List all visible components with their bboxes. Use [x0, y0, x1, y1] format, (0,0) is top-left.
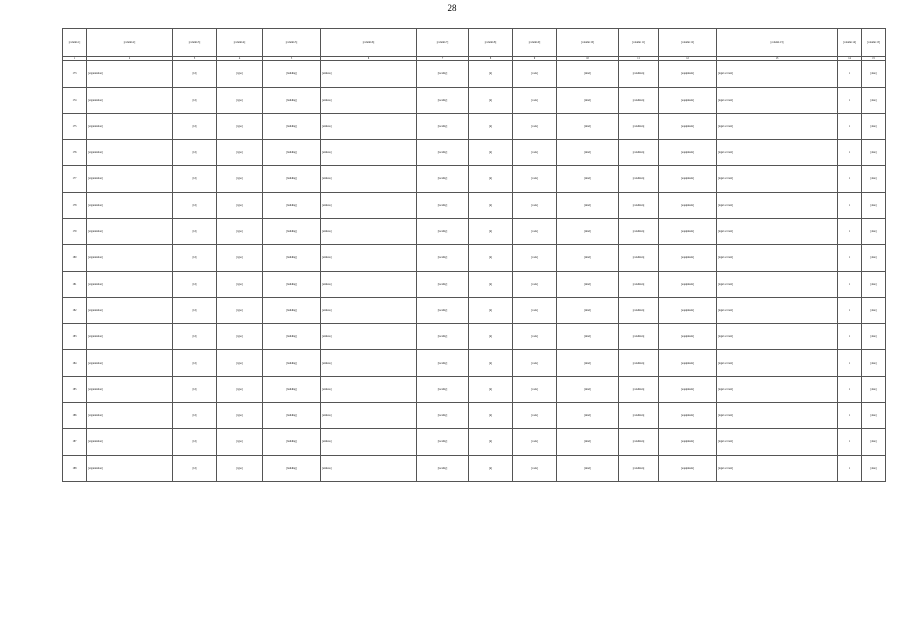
table-cell: [id]	[173, 376, 217, 402]
table-cell: [type]	[217, 350, 263, 376]
table-cell: [n]	[469, 113, 513, 139]
table-cell: [condition]	[619, 376, 659, 402]
table-cell: [organization]	[87, 166, 173, 192]
table-cell: [code]	[513, 324, 557, 350]
table-cell: [locality]	[417, 324, 469, 350]
table-cell: [id]	[173, 218, 217, 244]
header-row	[63, 29, 886, 57]
table-cell: 178	[63, 192, 87, 218]
table-cell: 175	[63, 113, 87, 139]
table-cell: [locality]	[417, 350, 469, 376]
column-header: [column 8]	[469, 29, 513, 57]
table-cell: [type]	[217, 166, 263, 192]
table-cell: [date]	[862, 271, 886, 297]
table-row	[63, 218, 886, 244]
table-cell: [id]	[173, 403, 217, 429]
table-cell: [condition]	[619, 245, 659, 271]
table-cell: [n]	[469, 61, 513, 87]
table-cell: [kind]	[557, 350, 619, 376]
table-cell: [date]	[862, 403, 886, 429]
column-header: [column 13]	[717, 29, 838, 57]
table-cell: [legal act text]	[717, 271, 838, 297]
column-header: [column 11]	[619, 29, 659, 57]
table-cell: [building]	[263, 297, 321, 323]
table-cell: [legal act text]	[717, 140, 838, 166]
table-cell: [organization]	[87, 87, 173, 113]
table-cell: [date]	[862, 87, 886, 113]
table-cell: [legal act text]	[717, 166, 838, 192]
table-cell: [n]	[469, 218, 513, 244]
table-cell: [condition]	[619, 324, 659, 350]
table-cell: [equipment]	[659, 140, 717, 166]
table-cell: [date]	[862, 245, 886, 271]
table-cell: [equipment]	[659, 113, 717, 139]
table-cell: [condition]	[619, 429, 659, 455]
table-cell: [type]	[217, 140, 263, 166]
table-cell: [organization]	[87, 350, 173, 376]
table-cell: [date]	[862, 218, 886, 244]
table-cell: 1	[838, 140, 862, 166]
table-cell: [address]	[321, 297, 417, 323]
table-cell: [kind]	[557, 245, 619, 271]
column-number: 10	[557, 57, 619, 61]
table-cell: 184	[63, 350, 87, 376]
table-cell: [legal act text]	[717, 297, 838, 323]
table-cell: [code]	[513, 403, 557, 429]
table-cell: [date]	[862, 324, 886, 350]
table-cell: [condition]	[619, 455, 659, 481]
table-cell: [code]	[513, 218, 557, 244]
table-cell: [legal act text]	[717, 324, 838, 350]
table-cell: [n]	[469, 297, 513, 323]
table-cell: [type]	[217, 113, 263, 139]
table-cell: [locality]	[417, 455, 469, 481]
table-cell: [legal act text]	[717, 61, 838, 87]
table-cell: [locality]	[417, 218, 469, 244]
table-cell: [condition]	[619, 113, 659, 139]
table-cell: [equipment]	[659, 324, 717, 350]
table-cell: [locality]	[417, 376, 469, 402]
table-body	[63, 61, 886, 482]
table-cell: [address]	[321, 245, 417, 271]
table-cell: [equipment]	[659, 403, 717, 429]
table-cell: 179	[63, 218, 87, 244]
table-cell: [kind]	[557, 455, 619, 481]
table-cell: [address]	[321, 87, 417, 113]
table-cell: [building]	[263, 218, 321, 244]
table-cell: [code]	[513, 192, 557, 218]
table-cell: [equipment]	[659, 61, 717, 87]
table-cell: [address]	[321, 350, 417, 376]
column-header: [column 14]	[838, 29, 862, 57]
table-cell: [equipment]	[659, 376, 717, 402]
column-header: [column 9]	[513, 29, 557, 57]
table-cell: [kind]	[557, 271, 619, 297]
table-cell: [legal act text]	[717, 429, 838, 455]
table-cell: [locality]	[417, 113, 469, 139]
table-cell: [condition]	[619, 87, 659, 113]
table-cell: [address]	[321, 403, 417, 429]
table-cell: [organization]	[87, 245, 173, 271]
table-cell: [equipment]	[659, 87, 717, 113]
table-cell: [locality]	[417, 140, 469, 166]
table-cell: [type]	[217, 429, 263, 455]
table-cell: [address]	[321, 166, 417, 192]
table-cell: [building]	[263, 192, 321, 218]
table-cell: [kind]	[557, 166, 619, 192]
column-number: 1	[63, 57, 87, 61]
table-cell: [id]	[173, 271, 217, 297]
table-cell: 1	[838, 324, 862, 350]
table-cell: [address]	[321, 429, 417, 455]
table-row	[63, 140, 886, 166]
table-cell: [equipment]	[659, 455, 717, 481]
table-cell: [locality]	[417, 271, 469, 297]
table-cell: [kind]	[557, 218, 619, 244]
table-cell: [code]	[513, 455, 557, 481]
column-header: [column 1]	[63, 29, 87, 57]
table-cell: [code]	[513, 350, 557, 376]
table-cell: [code]	[513, 87, 557, 113]
table-cell: [building]	[263, 376, 321, 402]
table-cell: [condition]	[619, 140, 659, 166]
table-cell: [organization]	[87, 324, 173, 350]
table-cell: [building]	[263, 403, 321, 429]
table-cell: [equipment]	[659, 192, 717, 218]
table-cell: [locality]	[417, 192, 469, 218]
table-cell: [building]	[263, 87, 321, 113]
column-header: [column 7]	[417, 29, 469, 57]
table-cell: [locality]	[417, 429, 469, 455]
table-cell: [kind]	[557, 403, 619, 429]
table-row	[63, 87, 886, 113]
table-cell: [type]	[217, 297, 263, 323]
table-cell: [organization]	[87, 140, 173, 166]
table-cell: 1	[838, 271, 862, 297]
table-cell: 186	[63, 403, 87, 429]
table-cell: [type]	[217, 376, 263, 402]
table-cell: [id]	[173, 192, 217, 218]
table-cell: [building]	[263, 166, 321, 192]
column-header: [column 3]	[173, 29, 217, 57]
table-cell: [kind]	[557, 87, 619, 113]
column-header: [column 12]	[659, 29, 717, 57]
table-cell: 185	[63, 376, 87, 402]
table-cell: [code]	[513, 271, 557, 297]
table-cell: [type]	[217, 455, 263, 481]
table-cell: [id]	[173, 166, 217, 192]
table-cell: [id]	[173, 113, 217, 139]
table-row	[63, 166, 886, 192]
column-header: [column 2]	[87, 29, 173, 57]
table-cell: [id]	[173, 61, 217, 87]
table-cell: 1	[838, 297, 862, 323]
column-number: 11	[619, 57, 659, 61]
table-row	[63, 192, 886, 218]
table-cell: [kind]	[557, 140, 619, 166]
table-cell: [type]	[217, 324, 263, 350]
table-cell: [date]	[862, 455, 886, 481]
column-number: 14	[838, 57, 862, 61]
table-cell: [equipment]	[659, 350, 717, 376]
table-cell: [date]	[862, 192, 886, 218]
table-cell: [address]	[321, 140, 417, 166]
table-row	[63, 61, 886, 87]
column-number: 3	[173, 57, 217, 61]
table-cell: [organization]	[87, 113, 173, 139]
table-cell: [legal act text]	[717, 455, 838, 481]
column-number: 6	[321, 57, 417, 61]
table-row	[63, 324, 886, 350]
table-cell: 1	[838, 403, 862, 429]
table-cell: 174	[63, 87, 87, 113]
table-cell: [code]	[513, 297, 557, 323]
table-cell: [legal act text]	[717, 376, 838, 402]
table-cell: [date]	[862, 113, 886, 139]
table-row	[63, 376, 886, 402]
table-cell: 187	[63, 429, 87, 455]
table-cell: [address]	[321, 324, 417, 350]
table-cell: [building]	[263, 140, 321, 166]
table-cell: [type]	[217, 87, 263, 113]
table-cell: [n]	[469, 350, 513, 376]
column-number: 8	[469, 57, 513, 61]
table-cell: 1	[838, 429, 862, 455]
table-cell: [locality]	[417, 297, 469, 323]
table-cell: [n]	[469, 455, 513, 481]
table-cell: [legal act text]	[717, 218, 838, 244]
table-cell: [type]	[217, 271, 263, 297]
table-cell: [address]	[321, 376, 417, 402]
table-cell: [code]	[513, 140, 557, 166]
column-number: 9	[513, 57, 557, 61]
column-header: [column 5]	[263, 29, 321, 57]
table-cell: [equipment]	[659, 297, 717, 323]
table-row	[63, 245, 886, 271]
table-cell: [date]	[862, 61, 886, 87]
table-row	[63, 350, 886, 376]
table-cell: [n]	[469, 403, 513, 429]
table-cell: [organization]	[87, 455, 173, 481]
column-header: [column 10]	[557, 29, 619, 57]
table-cell: 1	[838, 218, 862, 244]
column-number: 2	[87, 57, 173, 61]
table-cell: [type]	[217, 192, 263, 218]
table-cell: [organization]	[87, 192, 173, 218]
table-cell: [id]	[173, 324, 217, 350]
table-cell: [code]	[513, 429, 557, 455]
table-cell: [equipment]	[659, 429, 717, 455]
table-cell: 1	[838, 87, 862, 113]
table-cell: [n]	[469, 271, 513, 297]
table-cell: [id]	[173, 87, 217, 113]
table-cell: [organization]	[87, 61, 173, 87]
table-row	[63, 455, 886, 481]
table-cell: 1	[838, 376, 862, 402]
table-cell: 180	[63, 245, 87, 271]
table-cell: 183	[63, 324, 87, 350]
table-cell: [building]	[263, 429, 321, 455]
table-cell: [date]	[862, 350, 886, 376]
table-cell: [condition]	[619, 218, 659, 244]
table-cell: [locality]	[417, 245, 469, 271]
table-cell: [code]	[513, 245, 557, 271]
table-cell: [code]	[513, 166, 557, 192]
table-cell: 1	[838, 350, 862, 376]
table-cell: [kind]	[557, 376, 619, 402]
table-cell: [building]	[263, 271, 321, 297]
table-cell: [id]	[173, 245, 217, 271]
table-row	[63, 403, 886, 429]
table-cell: 173	[63, 61, 87, 87]
column-number: 15	[862, 57, 886, 61]
table-cell: 1	[838, 166, 862, 192]
table-cell: 1	[838, 61, 862, 87]
table-cell: 176	[63, 140, 87, 166]
table-cell: [organization]	[87, 297, 173, 323]
table-cell: 182	[63, 297, 87, 323]
table-cell: [type]	[217, 218, 263, 244]
table-cell: [condition]	[619, 350, 659, 376]
table-cell: [date]	[862, 140, 886, 166]
table-row	[63, 297, 886, 323]
table-cell: [id]	[173, 140, 217, 166]
column-header: [column 4]	[217, 29, 263, 57]
table-cell: [date]	[862, 297, 886, 323]
table-cell: [locality]	[417, 61, 469, 87]
table-cell: [legal act text]	[717, 403, 838, 429]
table-cell: [address]	[321, 455, 417, 481]
table-cell: [n]	[469, 140, 513, 166]
table-cell: [equipment]	[659, 166, 717, 192]
table-cell: [building]	[263, 324, 321, 350]
table-cell: [address]	[321, 61, 417, 87]
column-number: 12	[659, 57, 717, 61]
table-cell: 181	[63, 271, 87, 297]
table-cell: [type]	[217, 245, 263, 271]
table-cell: [building]	[263, 245, 321, 271]
table-cell: [type]	[217, 61, 263, 87]
table-cell: 1	[838, 455, 862, 481]
column-number: 7	[417, 57, 469, 61]
table-cell: [kind]	[557, 61, 619, 87]
table-row	[63, 429, 886, 455]
column-header: [column 15]	[862, 29, 886, 57]
table-row	[63, 113, 886, 139]
column-number: 13	[717, 57, 838, 61]
table-cell: [legal act text]	[717, 113, 838, 139]
table-cell: [building]	[263, 350, 321, 376]
table-cell: [equipment]	[659, 271, 717, 297]
table-cell: [equipment]	[659, 245, 717, 271]
table-cell: [code]	[513, 113, 557, 139]
table-cell: 1	[838, 113, 862, 139]
table-row	[63, 271, 886, 297]
table-cell: [legal act text]	[717, 245, 838, 271]
table-cell: [kind]	[557, 429, 619, 455]
table-cell: [legal act text]	[717, 192, 838, 218]
table-cell: [n]	[469, 429, 513, 455]
table-cell: 188	[63, 455, 87, 481]
table-cell: [organization]	[87, 271, 173, 297]
table-cell: [address]	[321, 113, 417, 139]
column-header: [column 6]	[321, 29, 417, 57]
table-cell: [equipment]	[659, 218, 717, 244]
table-cell: [organization]	[87, 218, 173, 244]
table-cell: [n]	[469, 166, 513, 192]
table-cell: [kind]	[557, 324, 619, 350]
table-cell: 1	[838, 245, 862, 271]
table-cell: [condition]	[619, 61, 659, 87]
table-cell: [address]	[321, 218, 417, 244]
table-cell: [kind]	[557, 113, 619, 139]
table-cell: [condition]	[619, 271, 659, 297]
table-cell: [locality]	[417, 166, 469, 192]
table-cell: [legal act text]	[717, 87, 838, 113]
column-number: 4	[217, 57, 263, 61]
table-cell: [condition]	[619, 192, 659, 218]
table-cell: [id]	[173, 350, 217, 376]
table-cell: [n]	[469, 245, 513, 271]
table-cell: [address]	[321, 192, 417, 218]
table-cell: [building]	[263, 113, 321, 139]
table-cell: [code]	[513, 61, 557, 87]
table-cell: 177	[63, 166, 87, 192]
table-cell: [date]	[862, 166, 886, 192]
table-cell: [organization]	[87, 403, 173, 429]
table-cell: [type]	[217, 403, 263, 429]
column-number: 5	[263, 57, 321, 61]
register-table	[62, 28, 886, 482]
table-cell: [date]	[862, 429, 886, 455]
table-cell: [locality]	[417, 403, 469, 429]
table-cell: [code]	[513, 376, 557, 402]
table-cell: [kind]	[557, 192, 619, 218]
table-cell: [building]	[263, 61, 321, 87]
table-cell: [n]	[469, 87, 513, 113]
table-cell: [id]	[173, 429, 217, 455]
table-cell: [condition]	[619, 166, 659, 192]
table-cell: [condition]	[619, 297, 659, 323]
table-cell: [condition]	[619, 403, 659, 429]
table-cell: [kind]	[557, 297, 619, 323]
table-cell: [legal act text]	[717, 350, 838, 376]
table-cell: [id]	[173, 455, 217, 481]
table-cell: [n]	[469, 376, 513, 402]
table-cell: [date]	[862, 376, 886, 402]
table-cell: [locality]	[417, 87, 469, 113]
table-cell: 1	[838, 192, 862, 218]
table-cell: [organization]	[87, 376, 173, 402]
table-cell: [organization]	[87, 429, 173, 455]
table-cell: [building]	[263, 455, 321, 481]
table-cell: [n]	[469, 192, 513, 218]
page-number: 28	[447, 3, 457, 13]
table-cell: [id]	[173, 297, 217, 323]
table-cell: [address]	[321, 271, 417, 297]
table-cell: [n]	[469, 324, 513, 350]
